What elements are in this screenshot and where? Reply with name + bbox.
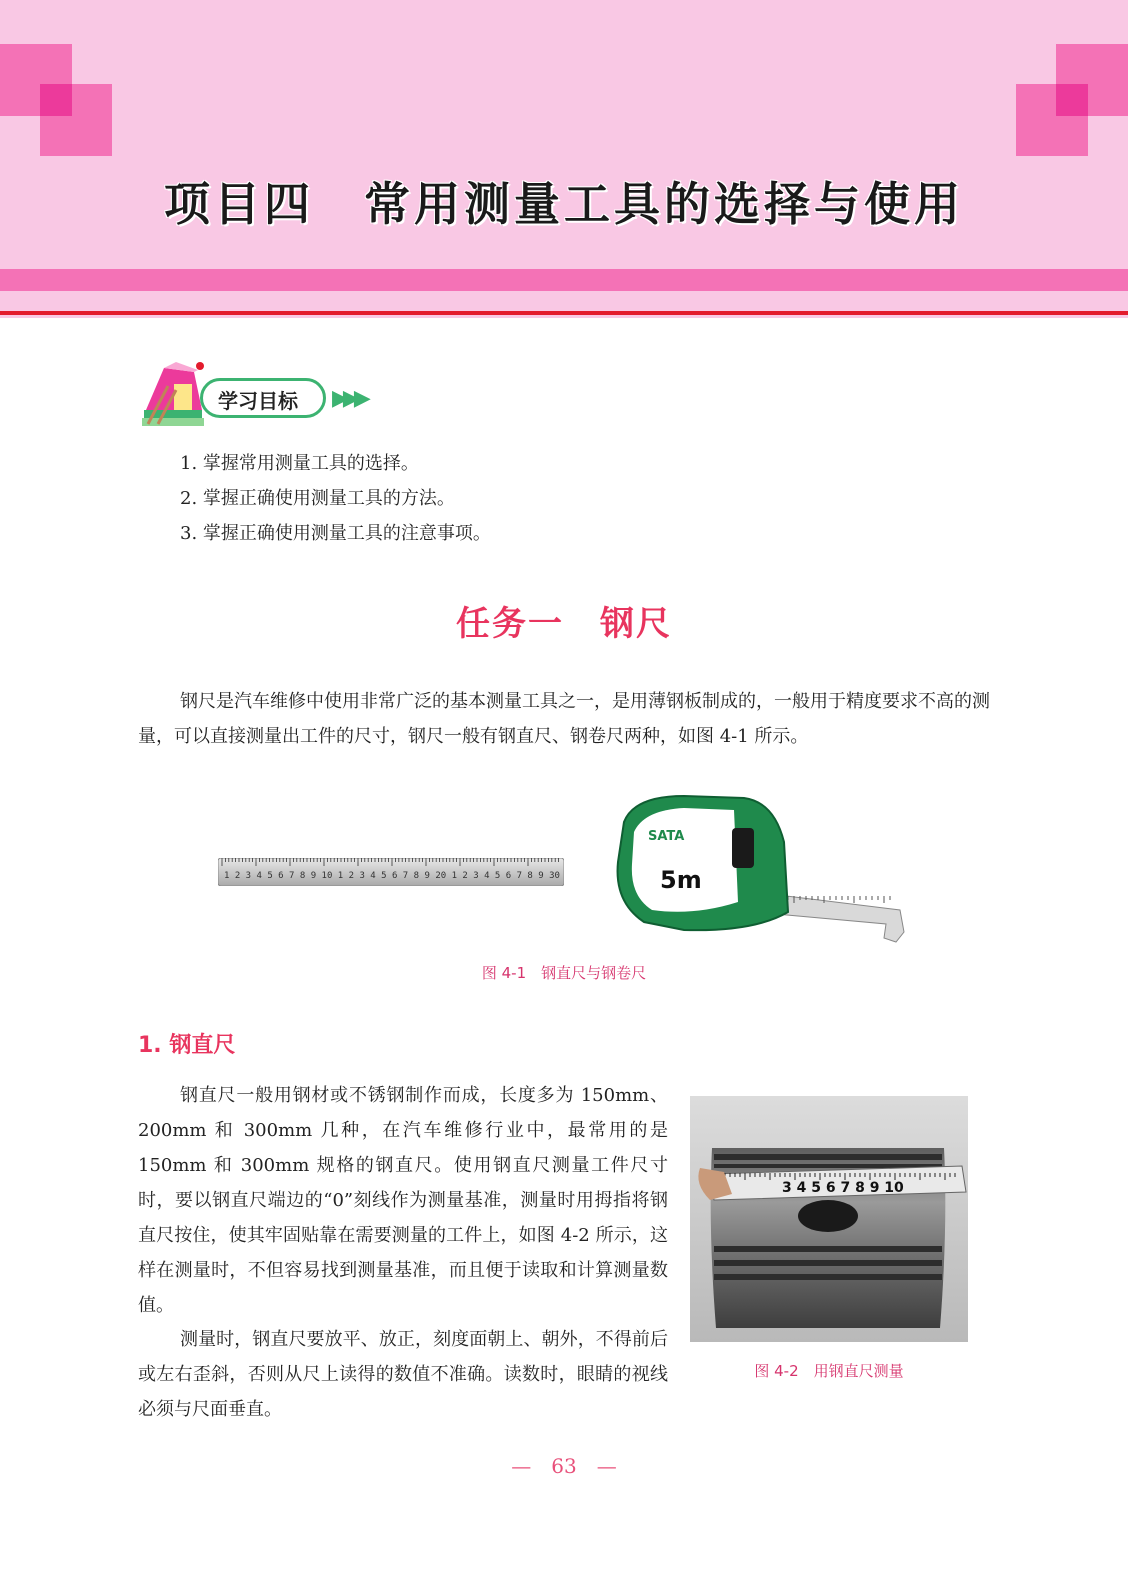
learning-objectives-badge bbox=[138, 352, 398, 432]
tape-length: 5m bbox=[660, 866, 702, 894]
intro-paragraph: 钢尺是汽车维修中使用非常广泛的基本测量工具之一，是用薄钢板制成的，一般用于精度要求不高的测量，可以直接测量出工件的尺寸，钢尺一般有钢直尺、钢卷尺两种，如图 4-1 所示。 bbox=[138, 691, 990, 747]
corner-square-right-overlap bbox=[1056, 84, 1088, 116]
section-heading: 1. 钢直尺 bbox=[138, 1033, 236, 1058]
header-red-rule bbox=[0, 311, 1128, 315]
chapter-title: 项目四 常用测量工具的选择与使用 bbox=[164, 177, 964, 231]
photo-ruler-marks: 3 4 5 6 7 8 9 10 bbox=[782, 1180, 904, 1196]
badge-label: 学习目标 bbox=[218, 389, 298, 413]
corner-square-left-overlap bbox=[40, 84, 72, 116]
objective-item: 1. 掌握常用测量工具的选择。 bbox=[180, 453, 419, 474]
chapter-header-band bbox=[0, 0, 1128, 318]
header-stripe bbox=[0, 269, 1128, 291]
objectives-list bbox=[180, 446, 491, 551]
objective-item: 2. 掌握正确使用测量工具的方法。 bbox=[180, 488, 455, 509]
figure-4-1-caption: 图 4-1 钢直尺与钢卷尺 bbox=[481, 964, 647, 982]
task-title: 任务一 钢尺 bbox=[456, 604, 672, 644]
body-paragraph: 钢直尺一般用钢材或不锈钢制作而成，长度多为 150mm、200mm 和 300mm 几种，在汽车维修行业中，最常用的是 150mm 和 300mm 规格的钢直尺。使用钢直尺测量工件尺寸时，要以钢直尺端边的“0”刻线作为测量基准，测量时用拇指将钢直尺按住，使其牢固贴靠在需要测量的工件上，如图 4-2 所示，这样在测量时，不但容易找到测量基准，而且便于读取和计算测量数值。 bbox=[138, 1085, 668, 1316]
triple-arrow-icon: ▶▶▶ bbox=[332, 386, 365, 411]
page-number: — 63 — bbox=[511, 1454, 617, 1478]
steel-ruler-image bbox=[218, 858, 564, 886]
tape-brand: SATA bbox=[648, 829, 685, 844]
ruler-marks: 1 2 3 4 5 6 7 8 9 10 1 2 3 4 5 6 7 8 9 20 1 2 3 4 5 6 7 8 9 30 bbox=[224, 871, 560, 881]
figure-4-2-caption: 图 4-2 用钢直尺测量 bbox=[754, 1362, 904, 1380]
ruler-measurement-photo bbox=[690, 1096, 968, 1342]
body-paragraph: 测量时，钢直尺要放平、放正，刻度面朝上、朝外，不得前后或左右歪斜，否则从尺上读得的数值不准确。读数时，眼睛的视线必须与尺面垂直。 bbox=[138, 1329, 668, 1420]
tape-measure-image bbox=[604, 792, 910, 952]
objective-item: 3. 掌握正确使用测量工具的注意事项。 bbox=[180, 523, 491, 544]
